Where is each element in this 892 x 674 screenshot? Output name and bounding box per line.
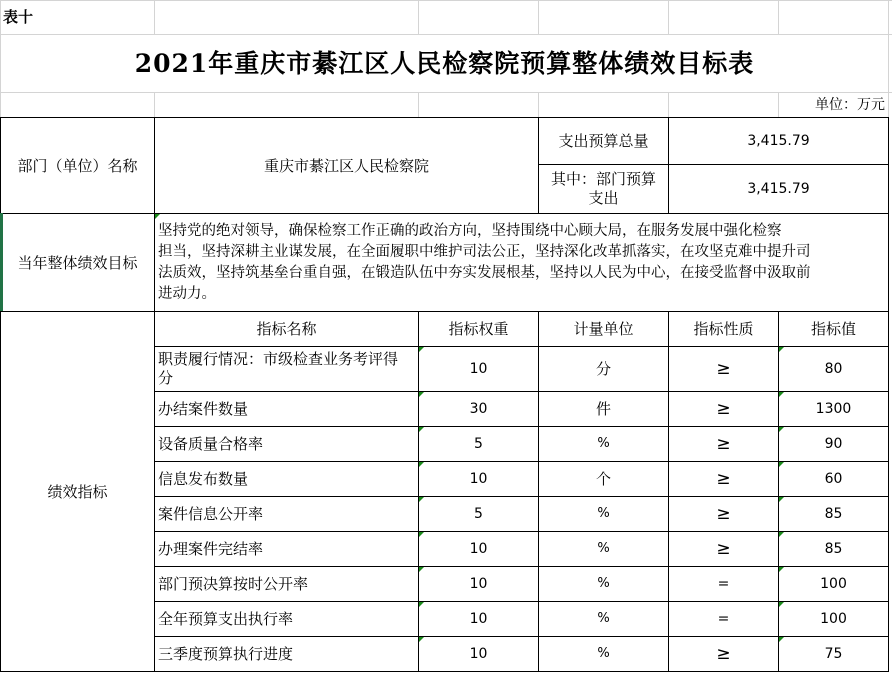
gridline: [154, 92, 155, 118]
table-row-name[interactable]: 三季度预算执行进度: [158, 645, 294, 663]
gridline: [668, 92, 669, 118]
gridline: [418, 0, 419, 34]
goal-text-line: 法质效，坚持筑基垒台重自强，在锻造队伍中夯实发展根基，坚持以人民为中心，在接受监督中汲取前: [158, 264, 811, 281]
gridline: [668, 0, 669, 34]
row-name-line: 职责履行情况：市级检查业务考评得: [158, 350, 399, 368]
goal-text-line: 进动力。: [158, 285, 216, 302]
dept-budget-label-line1: 其中：部门预算: [550, 170, 656, 188]
dept-budget-label[interactable]: [539, 165, 668, 213]
goal-text-line: 坚持党的绝对领导，确保检察工作正确的政治方向，坚持围绕中心顾大局，在服务发展中强化检察: [158, 222, 782, 239]
table-row-value[interactable]: 85: [824, 506, 843, 522]
table-row-name[interactable]: 办结案件数量: [158, 400, 249, 418]
gridline: [0, 92, 892, 93]
gridline: [418, 92, 419, 118]
header-nature[interactable]: 指标性质: [693, 320, 754, 338]
table-row-value[interactable]: 80: [824, 361, 843, 377]
table-row-nature[interactable]: ≥: [716, 399, 731, 419]
table-border: [0, 671, 889, 672]
table-row-value[interactable]: 100: [820, 611, 847, 627]
table-row-name[interactable]: 部门预决算按时公开率: [158, 575, 309, 593]
table-row-name[interactable]: 设备质量合格率: [158, 435, 264, 453]
dept-label[interactable]: 部门（单位）名称: [17, 156, 138, 175]
table-row-unit[interactable]: 分: [595, 360, 611, 378]
goal-text-line: 担当，坚持深耕主业谋发展，在全面履职中维护司法公正，坚持深化改革抓落实，在攻坚克难中提升司: [158, 243, 811, 260]
table-row-unit[interactable]: %: [597, 576, 610, 591]
total-budget-label[interactable]: 支出预算总量: [558, 132, 649, 150]
goal-text[interactable]: [155, 214, 888, 311]
table-row-name[interactable]: 信息发布数量: [158, 470, 249, 488]
table-row-value[interactable]: 75: [824, 646, 843, 662]
unit-label[interactable]: 单位：万元: [815, 97, 885, 113]
table-row-value[interactable]: 1300: [815, 401, 852, 417]
table-row-unit[interactable]: 件: [595, 400, 611, 418]
table-row-unit[interactable]: %: [597, 436, 610, 451]
table-row-unit[interactable]: %: [597, 506, 610, 521]
goal-label[interactable]: 当年整体绩效目标: [17, 253, 138, 272]
table-row-weight[interactable]: 10: [469, 361, 488, 377]
sheet-label[interactable]: 表十: [3, 8, 34, 26]
table-row-weight[interactable]: 10: [469, 471, 488, 487]
header-unit[interactable]: 计量单位: [573, 320, 634, 338]
table-row-value[interactable]: 85: [824, 541, 843, 557]
table-row-nature[interactable]: ≥: [716, 359, 731, 379]
table-row-nature[interactable]: =: [717, 611, 730, 627]
table-row-nature[interactable]: =: [717, 576, 730, 592]
table-row-unit[interactable]: 个: [595, 470, 611, 488]
table-row-name[interactable]: 案件信息公开率: [158, 505, 264, 523]
table-row-value[interactable]: 60: [824, 471, 843, 487]
table-row-unit[interactable]: %: [597, 646, 610, 661]
table-row-nature[interactable]: ≥: [716, 469, 731, 489]
dept-budget-value[interactable]: 3,415.79: [747, 181, 810, 197]
table-row-name[interactable]: 办理案件完结率: [158, 540, 264, 558]
table-row-weight[interactable]: 30: [469, 401, 488, 417]
row-name-line: 分: [158, 369, 174, 387]
table-row-weight[interactable]: 10: [469, 611, 488, 627]
table-row-nature[interactable]: ≥: [716, 644, 731, 664]
total-budget-value[interactable]: 3,415.79: [747, 133, 810, 149]
header-indicator-name[interactable]: 指标名称: [256, 320, 317, 338]
table-row-unit[interactable]: %: [597, 541, 610, 556]
table-row-value[interactable]: 100: [820, 576, 847, 592]
dept-name[interactable]: 重庆市綦江区人民检察院: [263, 156, 429, 175]
header-weight[interactable]: 指标权重: [448, 320, 509, 338]
table-border: [888, 117, 889, 672]
page-title[interactable]: 2021年重庆市綦江区人民检察院预算整体绩效目标表: [134, 48, 755, 78]
table-row-name[interactable]: 全年预算支出执行率: [158, 610, 294, 628]
table-row-weight[interactable]: 5: [474, 506, 483, 522]
table-row-nature[interactable]: ≥: [716, 434, 731, 454]
dept-budget-label-line2: 支出: [588, 189, 619, 207]
table-row-nature[interactable]: ≥: [716, 539, 731, 559]
table-row-weight[interactable]: 10: [469, 576, 488, 592]
gridline: [538, 92, 539, 118]
table-row-weight[interactable]: 10: [469, 646, 488, 662]
table-row-unit[interactable]: %: [597, 611, 610, 626]
indicators-section-label[interactable]: 绩效指标: [47, 482, 108, 501]
table-row-weight[interactable]: 5: [474, 436, 483, 452]
table-row-value[interactable]: 90: [824, 436, 843, 452]
gridline: [154, 0, 155, 34]
table-row-weight[interactable]: 10: [469, 541, 488, 557]
table-row-nature[interactable]: ≥: [716, 504, 731, 524]
gridline: [538, 0, 539, 34]
header-value[interactable]: 指标值: [810, 320, 856, 338]
table-row-name[interactable]: [155, 347, 418, 391]
gridline: [778, 0, 779, 34]
